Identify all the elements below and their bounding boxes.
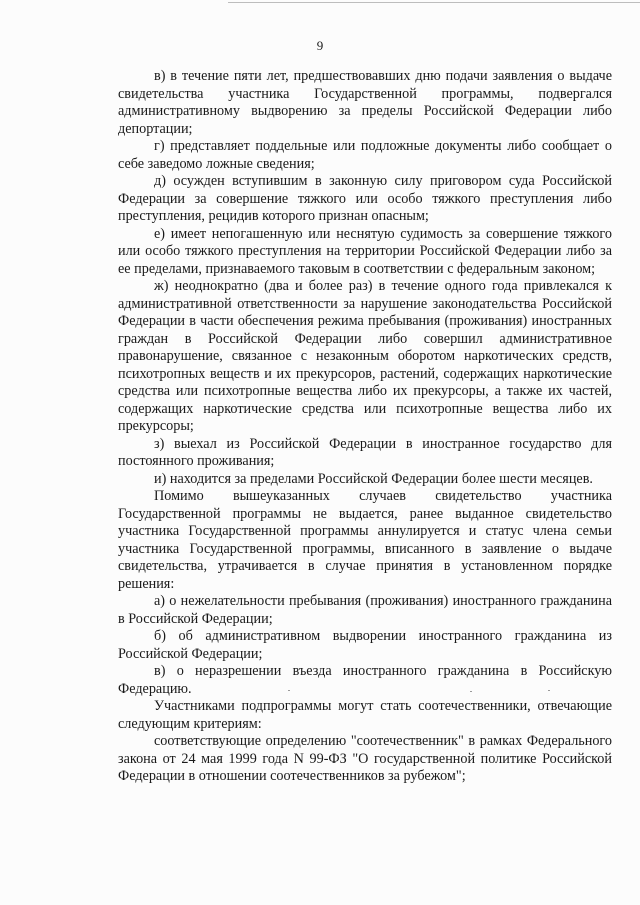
- paragraph-z-departure: з) выехал из Российской Федерации в иностранное государство для постоянного проживания;: [118, 435, 612, 469]
- paragraph-d-conviction: д) осужден вступившим в законную силу приговором суда Российской Федерации за совершение тяжкого или особо тяжкого преступления либо преступления, рецидив которого признан опасным;: [118, 173, 612, 224]
- page-number: 9: [316, 38, 324, 53]
- scan-speck: [548, 690, 550, 691]
- paragraph-i-absence: и) находится за пределами Российской Федерации более шести месяцев.: [154, 470, 593, 487]
- scan-speck: [288, 690, 290, 691]
- document-body: [118, 68, 612, 786]
- paragraph-compatriot-definition: соответствующие определению "соотечественник" в рамках Федерального закона от 24 мая 1999 года N 99-ФЗ "О государственной политике Российской Федерации в отношении соотечественников за рубежом";: [118, 733, 612, 784]
- paragraph-g-false-documents: г) представляет поддельные или подложные документы либо сообщает о себе заведомо ложные сведения;: [118, 138, 612, 172]
- paragraph-b-expulsion: б) об административном выдворении иностранного гражданина из Российской Федерации;: [118, 628, 612, 662]
- paragraph-a-undesirability: а) о нежелательности пребывания (проживания) иностранного гражданина в Российской Федерации;: [118, 593, 612, 627]
- paragraph-e-criminal-record: е) имеет непогашенную или неснятую судимость за совершение тяжкого или особо тяжкого преступления на территории Российской Федерации либо за ее пределами, признаваемого таковым в соответствии с федеральным законом;: [118, 225, 612, 277]
- scan-edge-line: [228, 2, 640, 3]
- scan-speck: [470, 691, 472, 692]
- paragraph-zh-administrative-liability: ж) неоднократно (два и более раз) в течение одного года привлекался к административной ответственности за нарушение законодательства Российской Федерации в части обеспечения режима пребывания (проживания) иностранных граждан в Российской Федерации либо совершил административное правонарушение, связанное с незаконным оборотом наркотических средств, психотропных веществ и их прекурсоров, растений, содержащих наркотические средства или психотропные вещества либо их прекурсоры, а также их частей, содержащих наркотические средства или психотропные вещества либо их прекурсоры;: [118, 278, 612, 434]
- paragraph-v-deportation: в) в течение пяти лет, предшествовавших дню подачи заявления о выдаче свидетельства участника Государственной программы, подвергался административному выдворению за пределы Российской Федерации либо депортации;: [118, 68, 612, 137]
- paragraph-v-entry-ban: в) о неразрешении въезда иностранного гражданина в Российскую Федерацию.: [118, 663, 612, 697]
- paragraph-certificate-annulment: Помимо вышеуказанных случаев свидетельство участника Государственной программы не выдается, ранее выданное свидетельство участника Государственной программы аннулируется и статус члена семьи участника Государственной программы, вписанного в заявление о выдаче свидетельства, утрачивается в случае принятия в установленном порядке решения:: [118, 488, 612, 592]
- paragraph-participants-criteria: Участниками подпрограммы могут стать соотечественники, отвечающие следующим критериям:: [118, 698, 612, 732]
